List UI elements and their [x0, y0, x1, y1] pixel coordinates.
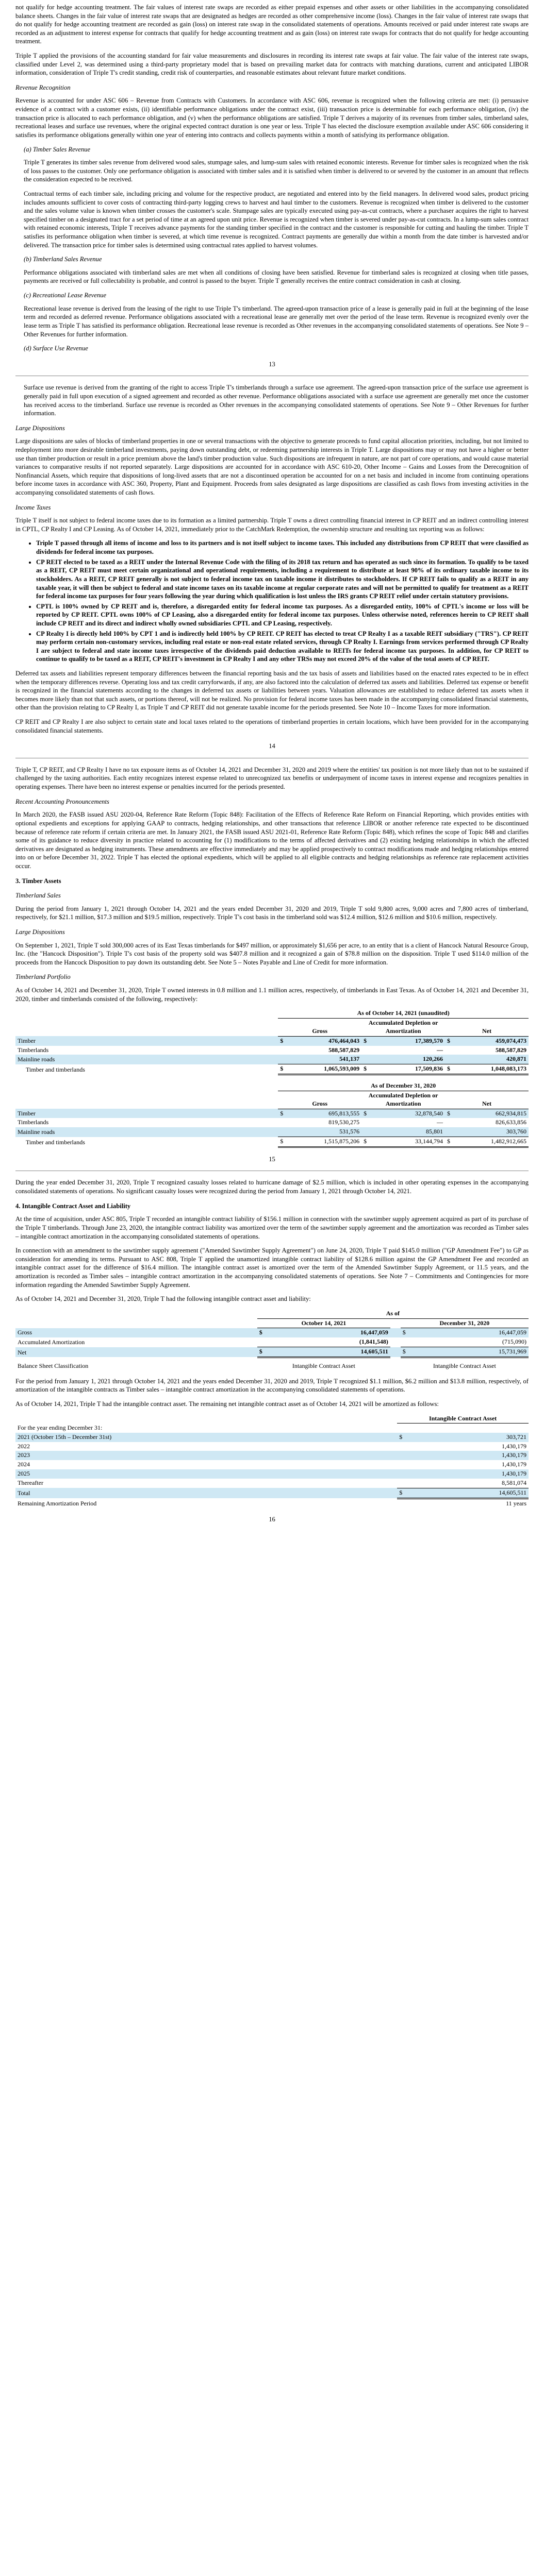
paragraph-recreational-lease: Recreational lease revenue is derived from the leasing of the right to use Triple T's timberland. The agreed-upon transaction price of a lease is generally paid in full at the beginning of the lease term and recorded as deferred revenue. Performance obligations associated with a recreational lease are generally met over the period of the lease term. Revenue is recognized evenly over the lease term as Triple T has satisfied its performance obligation. Recreational lease revenue is recorded as Other revenues in the accompanying consolidated statements of operations. See Note 9 – Other Revenues for further information. [24, 304, 529, 338]
page-13 [15, 3, 529, 376]
heading-timberland-portfolio: Timberland Portfolio [15, 973, 71, 981]
heading-revenue-recognition: Revenue Recognition [15, 83, 71, 91]
heading-timber-sales-revenue: (a) Timber Sales Revenue [24, 145, 91, 153]
amortization-schedule-table [15, 1414, 529, 1509]
table-row: Mainline roads 531,576 85,801 303,760 [15, 1127, 529, 1137]
paragraph-intangible-3: As of October 14, 2021 and December 31, 2020, Triple T had the following intangible contract asset and liability: [15, 1295, 311, 1303]
column-header-gross: Gross [278, 1091, 361, 1109]
heading-timber-assets: 3. Timber Assets [15, 877, 61, 885]
paragraph-intangible-1: At the time of acquisition, under ASC 805, Triple T recorded an intangible contract liability of $156.1 million in connection with the sawtimber supply agreement acquired as part of its purchase of the Triple T timberlands. Through June 23, 2020, the intangible contract liability was amortized over the term of the sawtimber supply agreement and the amortization was recorded as Timber sales – intangible contract amortization in the accompanying consolidated statements of operations. [15, 1215, 529, 1240]
table-row: Net $ 14,605,511 $ 15,731,969 [15, 1347, 529, 1358]
paragraph-timberland-sales: Performance obligations associated with timberland sales are met when all conditions of closing have been satisfied. Revenue for timberland sales is recognized at closing when title passes, payments are received or full collectability is probable, and control is passed to the buyer. Triple T generally receives the entire contract consideration in cash at closing. [24, 268, 529, 285]
table-row: Gross $ 16,447,059 $ 16,447,059 [15, 1328, 529, 1337]
table-as-of-header: As of [257, 1309, 529, 1318]
paragraph-hancock-disposition: On September 1, 2021, Triple T sold 300,000 acres of its East Texas timberlands for $497 million, or approximately $1,656 per acre, to an entity that is a client of Hancock Natural Resource Group, Inc. (the "Hancock Disposition"). Triple T's cost basis of the property sold was $407.8 million and it recognized a gain of $78.8 million on the disposition. Triple T used $114.0 million of the proceeds from the Hancock Disposition to pay down its outstanding debt. See Note 5 – Notes Payable and Line of Credit for more information. [15, 941, 529, 966]
list-item: • CP Realty I is directly held 100% by CPT 1 and is indirectly held 100% by CP REIT. CP REIT has elected to treat CP Realty I as a taxable REIT subsidiary ("TRS"). CP REIT may perform certain non-customary services, including real estate or non-real estate related services, through CP Realty I. Earnings from services performed through CP Realty I are subject to federal and state income taxes irrespective of the dividends paid deduction available to REITs for federal income tax purposes. In addition, for CP REIT to continue to qualify to be taxed as a REIT, CP REIT's investment in CP Realty I and any other TRSs may not exceed 20% of the value of the total assets of CP REIT. [36, 630, 529, 664]
column-header-gross: Gross [278, 1019, 361, 1037]
list-item: • CPTL is 100% owned by CP REIT and is, therefore, a disregarded entity for federal income tax purposes. As a disregarded entity, 100% of CPTL's income or loss will be reported by CP REIT. CPTL owns 100% of CP Leasing, also a disregarded entity for federal income tax purposes. Unless otherwise noted, references herein to CP REIT shall include CP REIT and its direct and indirect wholly owned subsidiaries CPTL and CP Leasing, respectively. [36, 602, 529, 628]
paragraph-state-local-taxes: CP REIT and CP Realty I are also subject to certain state and local taxes related to the operations of timberland properties in certain locations, which have been provided for in the accompanying consolidated financial statements. [15, 718, 529, 734]
heading-large-dispositions-2: Large Dispositions [15, 928, 65, 936]
heading-intangible-contract: 4. Intangible Contract Asset and Liability [15, 1202, 131, 1210]
intangible-contract-table [15, 1309, 529, 1371]
paragraph-interest-rate-swaps: not qualify for hedge accounting treatment. The fair values of interest rate swaps are recorded as either prepaid expenses and other assets or other liabilities in the accompanying consolidated balance sheets. Changes in the fair value of interest rate swaps that are designated as hedges are recorded as other comprehensive income (loss). Changes in the fair value of interest rate swaps that do not qualify for hedge accounting treatment are recorded as gain (loss) on interest rate swap in the consolidated statements of operations. Amounts received or paid under interest rate swaps are recorded as an adjustment to interest expense for contracts that qualify for hedge accounting treatment and as gain (loss) on interest rate swaps for contracts that do not qualify for hedge accounting treatment. [15, 4, 529, 45]
paragraph-intangible-4: For the period from January 1, 2021 through October 14, 2021 and the years ended December 31, 2020 and 2019, Triple T recognized $1.1 million, $6.2 million and $13.8 million, respectively, of amortization of the intangible contracts as Timber sales – intangible contract amortization in the accompanying consolidated statements of operations. [15, 1377, 529, 1394]
table-row: 2024 1,430,179 [18, 1461, 526, 1468]
paragraph-intangible-2: In connection with an amendment to the sawtimber supply agreement ("Amended Sawtimber Supply Agreement") on June 24, 2020, Triple T paid $145.0 million ("GP Amendment Fee") to GP as consideration for amending its terms. Pursuant to ASC 808, Triple T applied the unamortized intangible contract liability of $128.6 million against the GP Amendment Fee and recorded an intangible contract asset for the difference of $16.4 million. The intangible contract asset is amortized over the term of the Amended Sawtimber Supply Agreement, or 11.5 years, and the amortization is recorded as Timber sales – intangible contract amortization in the accompanying consolidated statements of operations. See Note 7 – Commitments and Contingencies for more information regarding the Amended Sawtimber Supply Agreement. [15, 1247, 529, 1289]
heading-recent-accounting-pronouncements: Recent Accounting Pronouncements [15, 798, 109, 805]
page-14 [15, 383, 529, 758]
page-15 [15, 766, 529, 1172]
table-row: Accumulated Amortization (1,841,548) (715,090) [15, 1337, 529, 1347]
column-header-intangible-asset: Intangible Contract Asset [397, 1414, 529, 1423]
timber-table-2021 [15, 1009, 529, 1075]
tax-structure-list [15, 539, 529, 664]
paragraph-income-taxes: Triple T itself is not subject to federal income taxes due to its formation as a limited partnership. Triple T owns a direct controlling financial interest in CP REIT and an indirect controlling interest in CPTL, CP Realty I and CP Leasing. As of October 14, 2021, immediately prior to the CatchMark Redemption, the ownership structure and resulting tax reporting was as follows: [15, 517, 529, 533]
table-row: 2025 1,430,179 [15, 1469, 529, 1479]
column-header-accumulated: Accumulated Depletion or Amortization [361, 1091, 445, 1109]
table-row: Timberlands 819,530,275 — 826,633,856 [18, 1118, 526, 1126]
table-row: Balance Sheet Classification Intangible Contract Asset Intangible Contract Asset [18, 1362, 496, 1369]
table-total-row: Timber and timberlands $ 1,065,593,009 $ 17,509,836 $ 1,048,083,173 [15, 1064, 529, 1075]
paragraph-tax-positions: Triple T, CP REIT, and CP Realty I have no tax exposure items as of October 14, 2021 and December 31, 2020 and 2019 where the entities' tax position is not more likely than not to be sustained if challenged by the taxing authorities. Each entity recognizes interest expense related to unrecognized tax benefits or underpayment of income taxes in interest expense and recognizes penalties in operating expenses. There have been no interest expense or penalties incurred for the periods presented. [15, 766, 529, 791]
column-header-net: Net [445, 1019, 529, 1037]
table-total-row: Timber and timberlands $ 1,515,875,206 $ 33,144,794 $ 1,482,912,665 [15, 1137, 529, 1147]
table-row: 2021 (October 15th – December 31st) $ 303,721 [15, 1433, 529, 1442]
paragraph-revenue-recognition: Revenue is accounted for under ASC 606 – Revenue from Contracts with Customers. In accordance with ASC 606, revenue is recognized when the following criteria are met: (i) persuasive evidence of a contract with a customer exists, (ii) identifiable performance obligations under the contract exist, (iii) transaction price is determinable for each performance obligation, (iv) the transaction price is allocated to each performance obligation, and (v) when the performance obligations are satisfied. Triple T derives a majority of its revenues from timber sales, timberland sales, recreational leases and surface use revenues, where the original expected contract duration is one year or less. Triple T has elected the disclosure exemption available under ASC 606 considering it satisfies its performance obligations generally within one year of entering into contracts and collects payments within a month of satisfying its performance obligation. [15, 97, 529, 139]
paragraph-timber-sales-2: Contractual terms of each timber sale, including pricing and volume for the respective product, are negotiated and entered into by the field managers. In delivered wood sales, product pricing includes amounts sufficient to cover costs of contracting third-party logging crews to harvest and haul timber to the customers. Revenue is recognized when timber is delivered to the customer and the sales volume value is known when timber crosses the customer's scale. Stumpage sales are typically executed using pay-as-cut contracts, where a purchaser acquires the right to harvest specified timber on a designated tract for a set period of time at an agreed upon unit price. Revenue is recognized when timber is severed under pay-as-cut contracts. In a lump-sum sales contract with retained economic interests, Triple T receives advance payments for the standing timber specified in the contract and the customer is responsible for cutting and hauling the timber. Triple T satisfies its performance obligation when timber is severed, at which time revenue is recognized. Contract payments are generally due within a month from the date timber is harvested and/or delivered. The transaction price for timber sales is determined using contractual rates applied to harvest volumes. [24, 190, 529, 249]
heading-recreational-lease-revenue: (c) Recreational Lease Revenue [24, 292, 107, 299]
table-row: Thereafter 8,581,074 [15, 1479, 529, 1488]
paragraph-deferred-taxes: Deferred tax assets and liabilities represent temporary differences between the financial reporting basis and the tax basis of assets and liabilities based on the enacted rates expected to be in effect when the temporary differences reverse. Operating loss and tax credit carryforwards, if any, are also factored into the calculation of deferred tax assets and liabilities. Deferred tax expense or benefit is recognized in the financial statements according to the changes in deferred tax assets or liabilities between years. Valuation allowances are established to reduce deferred tax assets when it becomes more likely than not that such assets, or portions thereof, will not be realized. No provision for federal income taxes has been made in the accompanying consolidated financial statements, other than the provision relating to CP Realty I, as Triple T and CP REIT did not generate taxable income for the periods presented. See Note 10 – Income Taxes for more information. [15, 670, 529, 711]
table-row: Mainline roads 541,137 120,266 420,871 [15, 1055, 529, 1064]
heading-income-taxes: Income Taxes [15, 503, 51, 511]
timber-table-2020 [15, 1081, 529, 1148]
paragraph-large-dispositions: Large dispositions are sales of blocks of timberland properties in one or several transactions with the objective to generate proceeds to fund capital allocation priorities, including, but not limited to redeployment into more desirable timberland investments, paying down outstanding debt, or redeeming partnership interests in Triple T. Large dispositions may or may not have a higher or better use than timber production or result in a price premium above the land's timber production value. Such dispositions are infrequent in nature, are not part of core operations, and would cause material variances to comparative results if not reported separately. Large dispositions are accounted for in accordance with ASC 610-20, Other Income – Gains and Losses from the Derecognition of Nonfinancial Assets, which require that dispositions of long-lived assets that are not a discontinued operation be accounted for on a net basis and included in income from continuing operations before income taxes in accordance with ASC 360, Property, Plant and Equipment. Proceeds from sales designated as large dispositions are classified as cash flows from investing activities in the accompanying consolidated statements of cash flows. [15, 437, 529, 497]
table-row: Timber $ 695,813,555 $ 32,878,540 $ 662,934,815 [15, 1109, 529, 1118]
table-row: Remaining Amortization Period 11 years [18, 1499, 526, 1507]
table-total-row: Total $ 14,605,511 [15, 1488, 529, 1498]
heading-timberland-sales-revenue: (b) Timberland Sales Revenue [24, 256, 102, 263]
table-title: As of October 14, 2021 (unaudited) [278, 1009, 529, 1018]
paragraph-intangible-5: As of October 14, 2021, Triple T had the intangible contract asset. The remaining net intangible contract asset as of October 14, 2021 will be amortized as follows: [15, 1400, 439, 1408]
paragraph-reference-rate-reform: In March 2020, the FASB issued ASU 2020-04, Reference Rate Reform (Topic 848): Facilitation of the Effects of Reference Rate Reform on Financial Reporting, which provides entities with optional expedients and exceptions for applying GAAP to contracts, hedging relationships, and other transactions that reference LIBOR or another reference rate expected to be discontinued because of reference rate reform if certain criteria are met. In January 2021, the FASB issued ASU 2021-01, Reference Rate Reform (Topic 848), which refines the scope of Topic 848 and clarifies some of its guidance to reduce diversity in practice related to accounting for (1) modifications to the terms of affected derivatives and (2) existing hedging relationships in which the affected derivatives are designated as hedging instruments. These amendments are effective immediately and may be applied prospectively to contract modifications made and hedging relationships entered into on or before December 31, 2022. Triple T has elected the optional expedients, which will be applied to all eligible contracts and hedging relationships as reference rate replacement activities occur. [15, 811, 529, 870]
list-item: • Triple T passed through all items of income and loss to its partners and is not itself subject to income taxes. This included any distributions from CP REIT that were classified as dividends for federal income tax purposes. [36, 539, 529, 556]
page-number: 13 [269, 360, 275, 368]
page-number: 16 [269, 1516, 275, 1523]
heading-surface-use-revenue: (d) Surface Use Revenue [24, 345, 88, 352]
column-header-accumulated: Accumulated Depletion or Amortization [361, 1019, 445, 1037]
page-number: 14 [269, 742, 275, 750]
table-row: 2022 1,430,179 [18, 1442, 526, 1450]
page-number: 15 [269, 1155, 275, 1163]
paragraph-casualty-losses: During the year ended December 31, 2020, Triple T recognized casualty losses related to hurricane damage of $2.5 million, which is included in other operating expenses in the accompanying consolidated statements of operations. No significant casualty losses were recognized during the period from January 1, 2021 through October 14, 2021. [15, 1179, 529, 1195]
column-header-net: Net [445, 1091, 529, 1109]
table-row: Timber $ 476,464,043 $ 17,389,570 $ 459,074,473 [15, 1036, 529, 1045]
table-row: 2023 1,430,179 [15, 1451, 529, 1460]
paragraph-surface-use: Surface use revenue is derived from the granting of the right to access Triple T's timberlands through a surface use agreement. The agreed-upon transaction price of the surface use agreement is generally paid in full upon execution of a signed agreement and recorded as other revenue. Performance obligations associated with a surface use agreement are generally met once the customer has received access to the timberland. Surface use revenue is recorded as Other revenues in the accompanying consolidated statements of operations. See Note 9 – Other Revenues for further information. [24, 384, 529, 417]
table-title: As of December 31, 2020 [278, 1081, 529, 1091]
page-16 [15, 1178, 529, 1524]
column-header-dec-2020: December 31, 2020 [401, 1318, 529, 1328]
paragraph-timberland-sales-detail: During the period from January 1, 2021 through October 14, 2021 and the years ended December 31, 2020 and 2019, Triple T sold 9,800 acres, 9,000 acres and 7,800 acres of timberland, respectively, for $21.1 million, $17.3 million and $19.5 million, respectively. Triple T's cost basis in the timberland sold was $12.4 million, $12.6 million and $10.6 million, respectively. [15, 905, 529, 921]
paragraph-timber-sales-1: Triple T generates its timber sales revenue from delivered wood sales, stumpage sales, and lump-sum sales with retained economic interests. Revenue for timber sales is recognized when the risk of loss passes to the customer. Only one performance obligation is associated with timber sales and it is satisfied when timber is delivered to or severed by the customer in an amount that reflects the consideration expected to be received. [24, 159, 529, 183]
table-row: For the year ending December 31: [18, 1423, 103, 1431]
paragraph-timberland-portfolio: As of October 14, 2021 and December 31, 2020, Triple T owned interests in 0.8 million and 1.1 million acres, respectively, of timberlands in East Texas. As of October 14, 2021 and December 31, 2020, timber and timberlands consisted of the following, respectively: [15, 987, 529, 1003]
table-row: Timberlands 588,587,829 — 588,587,829 [18, 1046, 526, 1054]
heading-large-dispositions: Large Dispositions [15, 424, 65, 432]
heading-timberland-sales: Timberland Sales [15, 892, 61, 900]
paragraph-fair-value: Triple T applied the provisions of the accounting standard for fair value measurements and disclosures in recording its interest rate swaps at fair value. The fair value of the interest rate swaps, classified under Level 2, was determined using a third-party proprietary model that is based on prevailing market data for contracts with matching durations, current and anticipated LIBOR information, consideration of Triple T's credit standing, credit risk of counterparties, and reasonable estimates about relevant future market conditions. [15, 52, 529, 77]
list-item: • CP REIT elected to be taxed as a REIT under the Internal Revenue Code with the filing of its 2018 tax return and has operated as such since its formation. To qualify to be taxed as a REIT, CP REIT must meet certain organizational and operational requirements, including a requirement to distribute at least 90% of its ordinary taxable income to its stockholders. As a REIT, CP REIT generally is not subject to federal income tax on taxable income it distributes to stockholders. If CP REIT fails to qualify as a REIT in any taxable year, it will then be subject to federal and state income taxes on its taxable income at regular corporate rates and will not be permitted to qualify for treatment as a REIT for federal income tax purposes for four years following the year during which qualification is lost unless the IRS grants CP REIT relief under certain statutory provisions. [36, 558, 529, 601]
column-header-oct-2021: October 14, 2021 [257, 1318, 390, 1328]
